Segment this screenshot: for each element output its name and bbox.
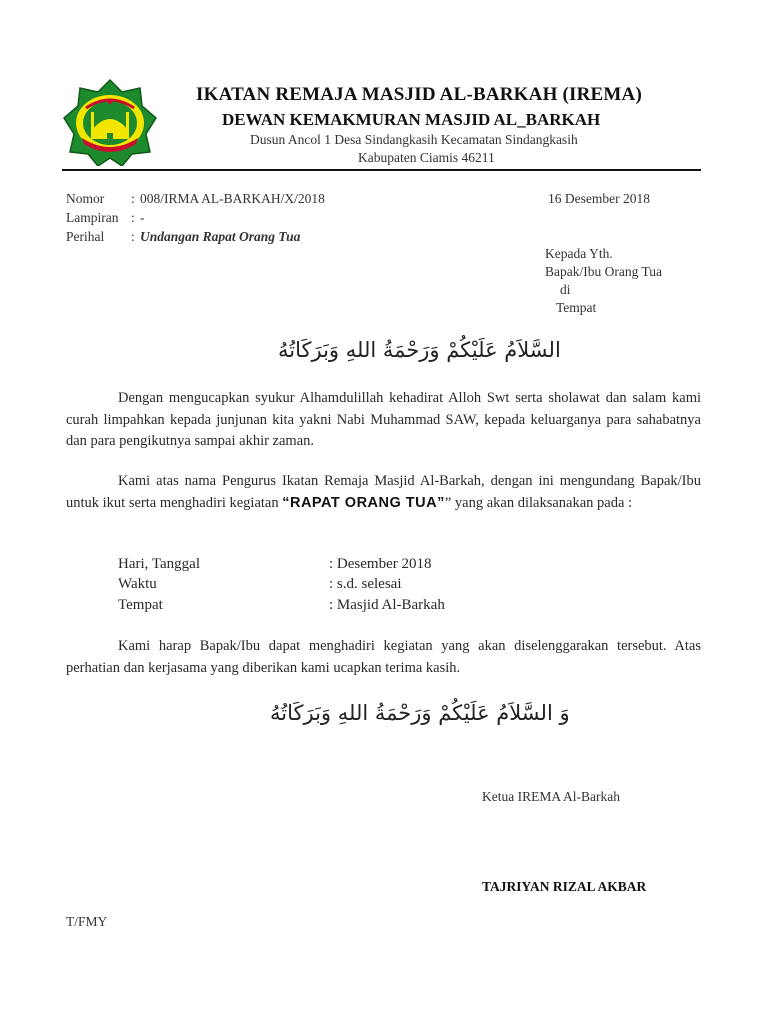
hari-label: Hari, Tanggal [118, 556, 200, 572]
perihal-colon: : [131, 229, 135, 244]
body-paragraph-2 [66, 471, 701, 514]
hari-value: : Desember 2018 [329, 556, 432, 572]
perihal-label: Perihal [66, 229, 105, 244]
body-paragraph-2-before: Kami atas nama Pengurus Ikatan Remaja Masjid Al-Barkah, dengan ini mengundang Bapak/Ibu untuk ikut serta menghadiri kegiatan [66, 473, 701, 511]
mosque-emblem-icon [62, 78, 158, 166]
recipient-line-1: Kepada Yth. [545, 246, 613, 261]
lampiran-label: Lampiran [66, 210, 119, 225]
signature-title: Ketua IREMA Al-Barkah [482, 789, 620, 804]
body-paragraph-1-text: Dengan mengucapkan syukur Alhamdulillah kehadirat Alloh Swt serta sholawat dan salam kami curah limpahkan kepada junjunan kita yakni Nabi Muhammad SAW, kepada keluarganya para sahabatnya dan para pengikutnya sampai akhir zaman. [66, 390, 701, 449]
greeting-close: وَ السَّلاَمُ عَلَيْكُمْ وَرَحْمَةُ اللهِ وَبَرَكَاتُهُ [270, 701, 570, 725]
dkm-name: DEWAN KEMAKMURAN MASJID AL_BARKAH [222, 110, 601, 129]
header-divider [62, 169, 701, 171]
footer-code: T/FMY [66, 914, 108, 929]
body-paragraph-2-after: ” yang akan dilaksanakan pada : [444, 494, 633, 511]
perihal-value: Undangan Rapat Orang Tua [140, 229, 301, 244]
waktu-label: Waktu [118, 576, 157, 592]
event-name: “RAPAT ORANG TUA” [282, 494, 445, 511]
tempat-label: Tempat [118, 597, 163, 613]
recipient-line-3: di [560, 282, 571, 297]
tempat-value: : Masjid Al-Barkah [329, 597, 445, 613]
address-line-1: Dusun Ancol 1 Desa Sindangkasih Kecamatan Sindangkasih [250, 132, 578, 147]
recipient-line-2: Bapak/Ibu Orang Tua [545, 264, 662, 279]
body-paragraph-3-text: Kami harap Bapak/Ibu dapat menghadiri kegiatan yang akan diselenggarakan tersebut. Atas perhatian dan kerjasama yang diberikan kami ucapkan terima kasih. [66, 638, 701, 676]
lampiran-colon: : [131, 210, 135, 225]
letter-date: 16 Desember 2018 [548, 191, 650, 206]
waktu-value: : s.d. selesai [329, 576, 402, 592]
address-line-2: Kabupaten Ciamis 46211 [358, 150, 495, 165]
greeting-open: السَّلاَمُ عَلَيْكُمْ وَرَحْمَةُ اللهِ وَبَرَكَاتُهُ [278, 338, 561, 362]
nomor-label: Nomor [66, 191, 105, 206]
body-paragraph-3 [66, 636, 701, 679]
body-paragraph-1 [66, 388, 701, 453]
nomor-value: 008/IRMA AL-BARKAH/X/2018 [140, 191, 325, 206]
recipient-line-4: Tempat [556, 300, 597, 315]
signatory-name: TAJRIYAN RIZAL AKBAR [482, 879, 647, 894]
nomor-colon: : [131, 191, 135, 206]
lampiran-value: - [140, 210, 145, 225]
org-name: IKATAN REMAJA MASJID AL-BARKAH (IREMA) [196, 84, 643, 105]
